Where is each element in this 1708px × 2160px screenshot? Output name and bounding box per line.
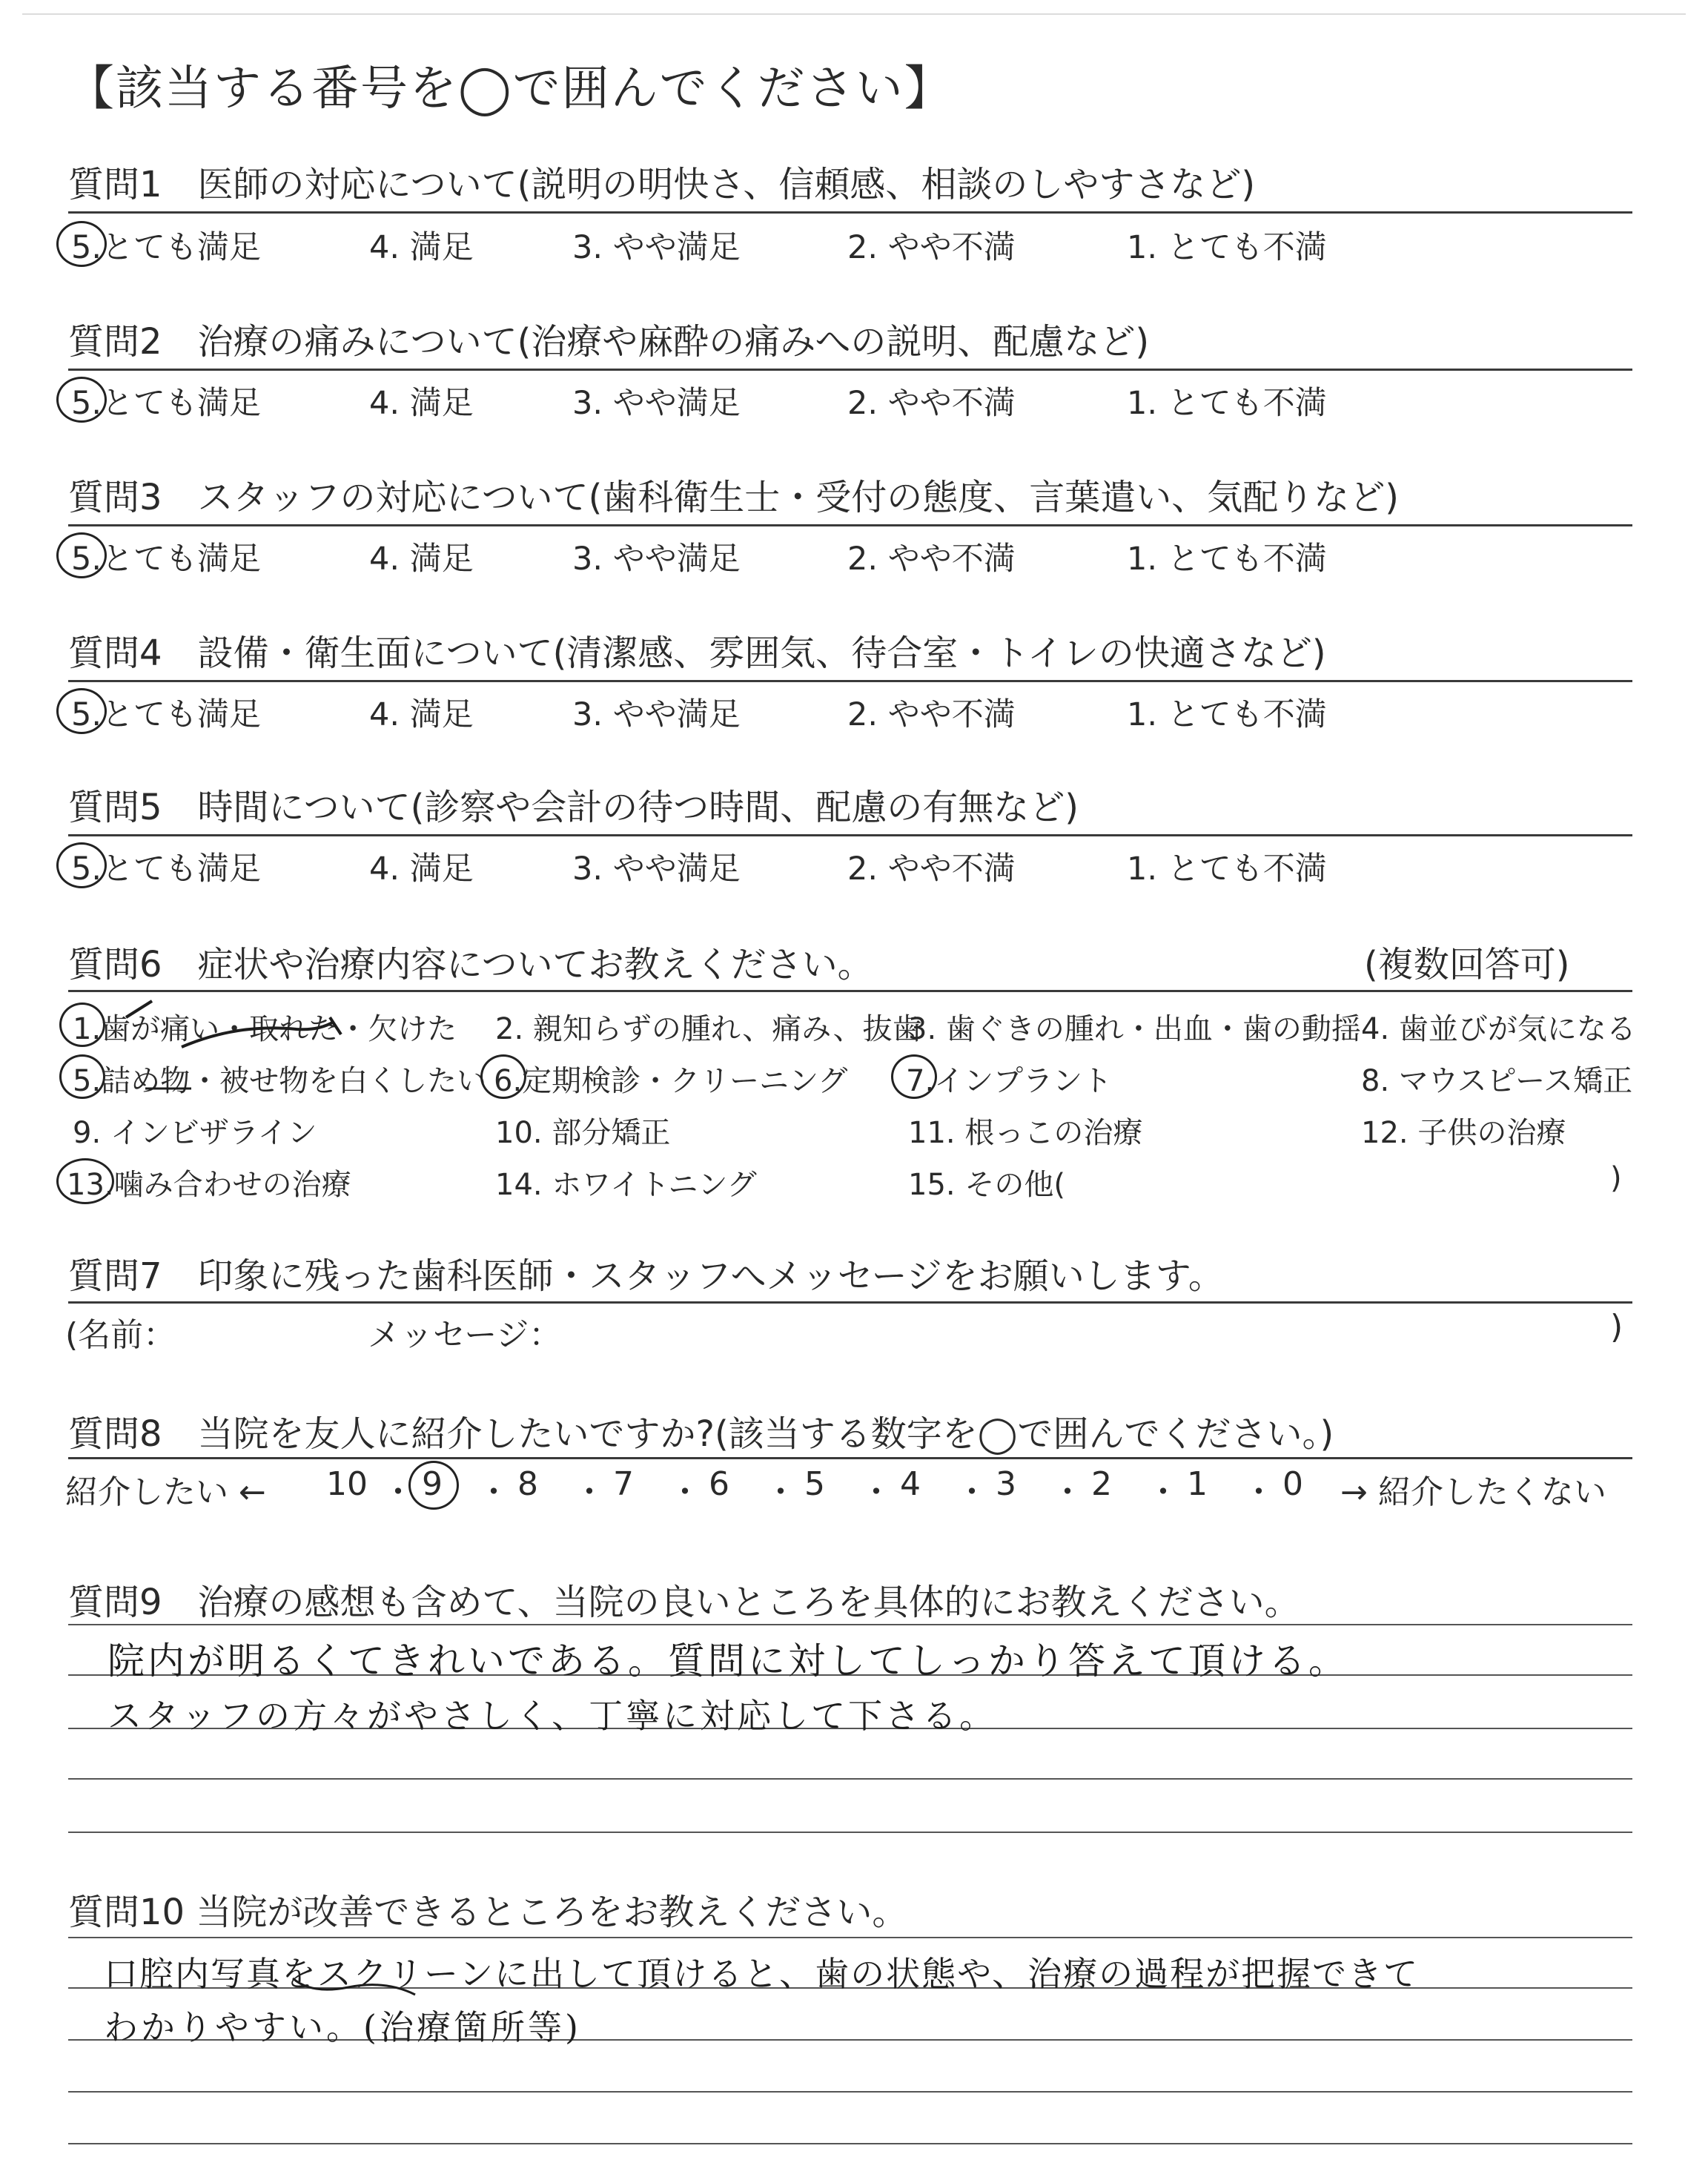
q5-option-3[interactable]: 3. やや満足: [572, 851, 741, 888]
form-title: 【該当する番号を◯で囲んでください】: [67, 62, 953, 116]
q6-item-6[interactable]: 6.定期検診・クリーニング: [494, 1064, 848, 1098]
q7-close: ): [1610, 1308, 1623, 1346]
q8-left-label: 紹介したい ←: [65, 1473, 266, 1511]
q8-scale-2[interactable]: 2: [1091, 1465, 1112, 1503]
q2-option-4[interactable]: 4. 満足: [369, 385, 474, 422]
q6-item-1[interactable]: 1.歯が痛い・取れた・欠けた: [73, 1012, 457, 1046]
q4-option-4[interactable]: 4. 満足: [369, 696, 474, 733]
q8-scale-5[interactable]: 5: [804, 1465, 825, 1503]
q3-option-1[interactable]: 1. とても不満: [1127, 541, 1327, 578]
q5-option-4[interactable]: 4. 満足: [369, 851, 474, 888]
q8-scale-separator: ・: [956, 1473, 988, 1511]
q6-item-15-close: ): [1610, 1161, 1622, 1195]
q8-scale-9[interactable]: 9: [422, 1465, 443, 1503]
q8-scale-3[interactable]: 3: [996, 1465, 1016, 1503]
q8-scale-separator: ・: [1051, 1473, 1084, 1511]
q8-scale-4[interactable]: 4: [900, 1465, 921, 1503]
q6-item-15[interactable]: 15. その他(: [908, 1168, 1065, 1202]
q6-item-4[interactable]: 4. 歯並びが気になる: [1361, 1012, 1636, 1046]
q3-option-2[interactable]: 2. やや不満: [847, 541, 1016, 578]
q7-name-label: (名前：: [65, 1316, 176, 1354]
q7-message-label: メッセージ：: [368, 1316, 562, 1354]
q1-option-4[interactable]: 4. 満足: [369, 229, 474, 266]
q2-option-2[interactable]: 2. やや不満: [847, 385, 1016, 422]
q2-option-1[interactable]: 1. とても不満: [1127, 385, 1327, 422]
q8-title: 質問8 当院を友人に紹介したいですか?(該当する数字を◯で囲んでください。): [68, 1413, 1334, 1455]
q8-scale-separator: ・: [860, 1473, 893, 1511]
q5-option-2[interactable]: 2. やや不満: [847, 851, 1016, 888]
q8-right-label: → 紹介したくない: [1340, 1473, 1606, 1511]
q3-option-4[interactable]: 4. 満足: [369, 541, 474, 578]
q4-option-2[interactable]: 2. やや不満: [847, 696, 1016, 733]
q10-title: 質問10 当院が改善できるところをお教えください。: [68, 1892, 908, 1933]
q9-title: 質問9 治療の感想も含めて、当院の良いところを具体的にお教えください。: [68, 1582, 1300, 1623]
q4-title: 質問4 設備・衛生面について(清潔感、雰囲気、待合室・トイレの快適さなど): [68, 633, 1326, 674]
q1-option-2[interactable]: 2. やや不満: [847, 229, 1016, 266]
q6-item-13[interactable]: 13.噛み合わせの治療: [67, 1168, 351, 1202]
q6-item-3[interactable]: 3. 歯ぐきの腫れ・出血・歯の動揺: [908, 1012, 1361, 1046]
q6-item-14[interactable]: 14. ホワイトニング: [495, 1168, 757, 1202]
q8-scale-separator: ・: [382, 1473, 414, 1511]
q6-title: 質問6 症状や治療内容についてお教えください。: [68, 944, 873, 985]
q8-scale-separator: ・: [1147, 1473, 1179, 1511]
q9-handwritten-1: 院内が明るくてきれいである。質問に対してしっかり答えて頂ける。: [107, 1639, 1348, 1682]
q6-item-11[interactable]: 11. 根っこの治療: [908, 1116, 1143, 1150]
q6-item-5[interactable]: 5.詰め物・被せ物を白くしたい: [73, 1064, 487, 1098]
q2-option-3[interactable]: 3. やや満足: [572, 385, 741, 422]
q1-title: 質問1 医師の対応について(説明の明快さ、信頼感、相談のしやすさなど): [68, 164, 1256, 205]
q4-option-5[interactable]: 5.とても満足: [71, 696, 262, 733]
q6-item-2[interactable]: 2. 親知らずの腫れ、痛み、抜歯: [495, 1012, 922, 1046]
q6-item-7[interactable]: 7.インプラント: [906, 1064, 1113, 1098]
q3-option-5[interactable]: 5.とても満足: [71, 541, 262, 578]
q8-scale-separator: ・: [669, 1473, 701, 1511]
q2-title: 質問2 治療の痛みについて(治療や麻酔の痛みへの説明、配慮など): [68, 321, 1150, 363]
q5-option-5[interactable]: 5.とても満足: [71, 851, 262, 888]
q8-scale-10[interactable]: 10: [326, 1465, 368, 1503]
q5-title: 質問5 時間について(診察や会計の待つ時間、配慮の有無など): [68, 787, 1079, 828]
q7-title: 質問7 印象に残った歯科医師・スタッフへメッセージをお願いします。: [68, 1255, 1224, 1297]
q3-title: 質問3 スタッフの対応について(歯科衛生士・受付の態度、言葉遣い、気配りなど): [68, 477, 1400, 518]
q4-option-3[interactable]: 3. やや満足: [572, 696, 741, 733]
q8-scale-separator: ・: [573, 1473, 606, 1511]
q8-scale-8[interactable]: 8: [517, 1465, 538, 1503]
q1-option-1[interactable]: 1. とても不満: [1127, 229, 1327, 266]
q8-scale-0[interactable]: 0: [1282, 1465, 1303, 1503]
q9-handwritten-2: スタッフの方々がやさしく、丁寧に対応して下さる。: [107, 1696, 997, 1736]
q5-option-1[interactable]: 1. とても不満: [1127, 851, 1327, 888]
q8-scale-1[interactable]: 1: [1187, 1465, 1208, 1503]
q10-handwritten-2: わかりやすい。(治療箇所等): [104, 2007, 581, 2047]
q1-option-5[interactable]: 5.とても満足: [71, 229, 262, 266]
q6-item-12[interactable]: 12. 子供の治療: [1361, 1116, 1566, 1150]
q8-scale-separator: ・: [764, 1473, 797, 1511]
q2-option-5[interactable]: 5.とても満足: [71, 385, 262, 422]
q8-scale-6[interactable]: 6: [709, 1465, 729, 1503]
q1-option-3[interactable]: 3. やや満足: [572, 229, 741, 266]
q6-item-9[interactable]: 9. インビザライン: [73, 1116, 317, 1150]
q3-option-3[interactable]: 3. やや満足: [572, 541, 741, 578]
q8-scale-separator: ・: [1242, 1473, 1275, 1511]
q6-note: (複数回答可): [1364, 944, 1570, 985]
q6-item-8[interactable]: 8. マウスピース矯正: [1361, 1064, 1633, 1098]
q10-handwritten-1: 口腔内写真をスクリーンに出して頂けると、歯の状態や、治療の過程が把握できて: [104, 1954, 1420, 1994]
q8-scale-7[interactable]: 7: [613, 1465, 634, 1503]
q8-scale-separator: ・: [477, 1473, 510, 1511]
q6-item-10[interactable]: 10. 部分矯正: [495, 1116, 671, 1150]
q4-option-1[interactable]: 1. とても不満: [1127, 696, 1327, 733]
